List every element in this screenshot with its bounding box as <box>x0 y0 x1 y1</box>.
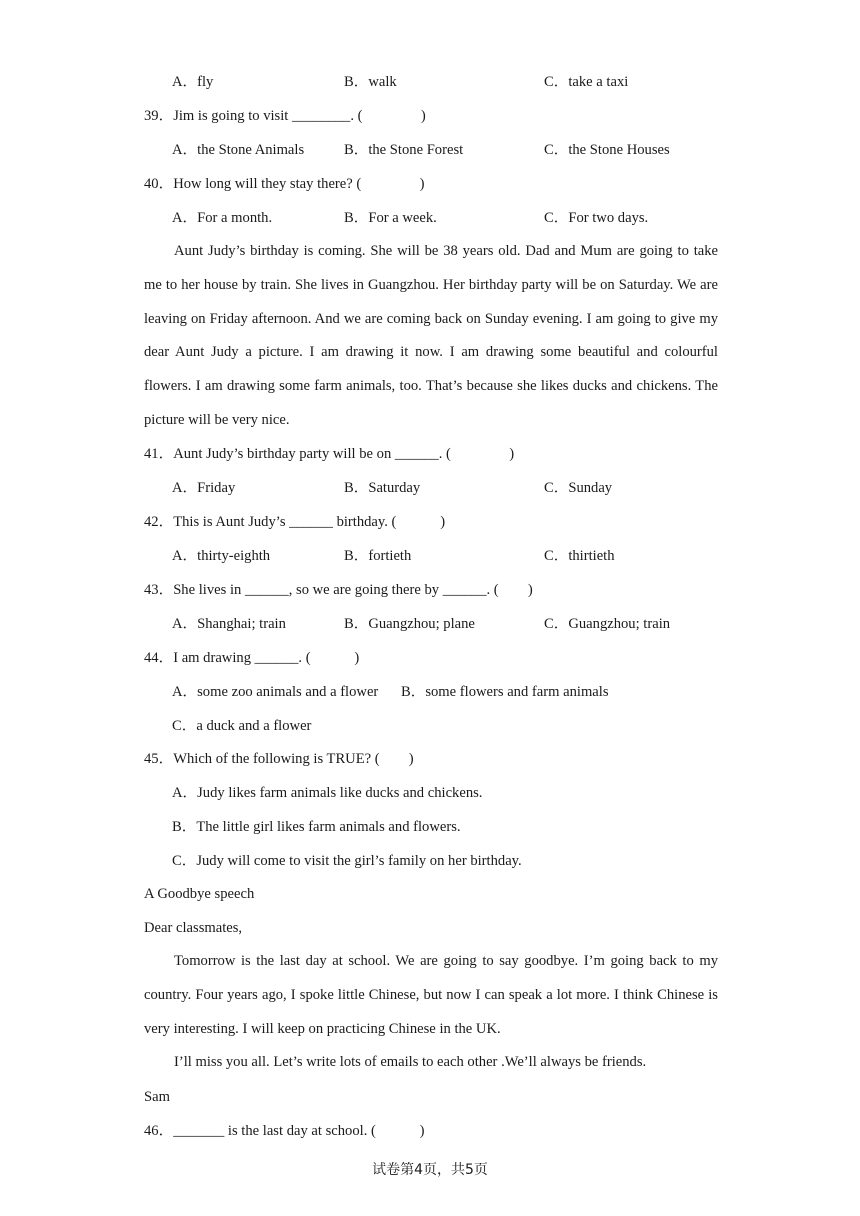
q39-option-c: C．the Stone Houses <box>544 142 670 158</box>
q41-option-a: A．Friday <box>172 480 236 496</box>
q40-option-a: A．For a month. <box>172 210 273 226</box>
q40-option-b: B．For a week. <box>344 210 437 226</box>
q44-option-b: B．some flowers and farm animals <box>401 684 609 700</box>
speech-greeting: Dear classmates, <box>144 920 243 936</box>
q43-option-c: C．Guangzhou; train <box>544 616 671 632</box>
q41-option-b: B．Saturday <box>344 480 421 496</box>
q45-stem: 45．Which of the following is TRUE? ( ) <box>144 751 414 767</box>
q44-option-c: C．a duck and a flower <box>172 718 312 734</box>
q45-option-b: B．The little girl likes farm animals and flowers. <box>172 819 461 835</box>
q41-option-c: C．Sunday <box>544 480 613 496</box>
q39-option-b: B．the Stone Forest <box>344 142 464 158</box>
q40-stem: 40．How long will they stay there? ( ) <box>144 176 425 192</box>
passage-2-text: Aunt Judy’s birthday is coming. She will be 38 years old. Dad and Mum are going to take me to her house by train. She lives in Guangzhou. Her birthday party will be on Saturday. We are leaving on Friday afternoon. And we are coming back on Sunday evening. I am going to give my dear Aunt Judy a picture. I am drawing it now. I am drawing some beautiful and colourful flowers. I am drawing some farm animals, too. That’s because she likes ducks and chickens. The picture will be very nice. <box>144 243 718 428</box>
q42-option-b: B．fortieth <box>344 548 412 564</box>
q46-stem: 46．_______ is the last day at school. ( ) <box>144 1123 425 1139</box>
q42-option-c: C．thirtieth <box>544 548 615 564</box>
q40-option-c: C．For two days. <box>544 210 649 226</box>
q38-option-b: B．walk <box>344 74 397 90</box>
speech-body <box>144 945 718 1080</box>
speech-paragraph-1: Tomorrow is the last day at school. We are going to say goodbye. I’m going back to my country. Four years ago, I spoke little Chinese, but now I can speak a lot more. I think Chinese is very interesting. I will keep on practicing Chinese in the UK. <box>144 953 718 1037</box>
q43-option-b: B．Guangzhou; plane <box>344 616 475 632</box>
q39-stem: 39．Jim is going to visit ________. ( ) <box>144 108 426 124</box>
q43-stem: 43．She lives in ______, so we are going there by ______. ( ) <box>144 582 533 598</box>
speech-title: A Goodbye speech <box>144 886 255 902</box>
q41-stem: 41．Aunt Judy’s birthday party will be on ______. ( ) <box>144 446 515 462</box>
q38-option-c: C．take a taxi <box>544 74 629 90</box>
page-footer: 试卷第4页，共5页 <box>372 1162 488 1178</box>
q42-option-a: A．thirty-eighth <box>172 548 271 564</box>
q45-option-c: C．Judy will come to visit the girl’s family on her birthday. <box>172 853 522 869</box>
q44-option-a: A．some zoo animals and a flower <box>172 684 379 700</box>
q39-option-a: A．the Stone Animals <box>172 142 305 158</box>
q43-option-a: A．Shanghai; train <box>172 616 286 632</box>
q38-option-a: A．fly <box>172 74 214 90</box>
speech-signature: Sam <box>144 1089 170 1105</box>
q45-option-a: A．Judy likes farm animals like ducks and chickens. <box>172 785 483 801</box>
q42-stem: 42．This is Aunt Judy’s ______ birthday. ( ) <box>144 514 446 530</box>
q44-stem: 44．I am drawing ______. ( ) <box>144 650 360 666</box>
speech-paragraph-2: I’ll miss you all. Let’s write lots of emails to each other .We’ll always be friends. <box>174 1054 647 1071</box>
reading-passage-2 <box>144 235 718 438</box>
